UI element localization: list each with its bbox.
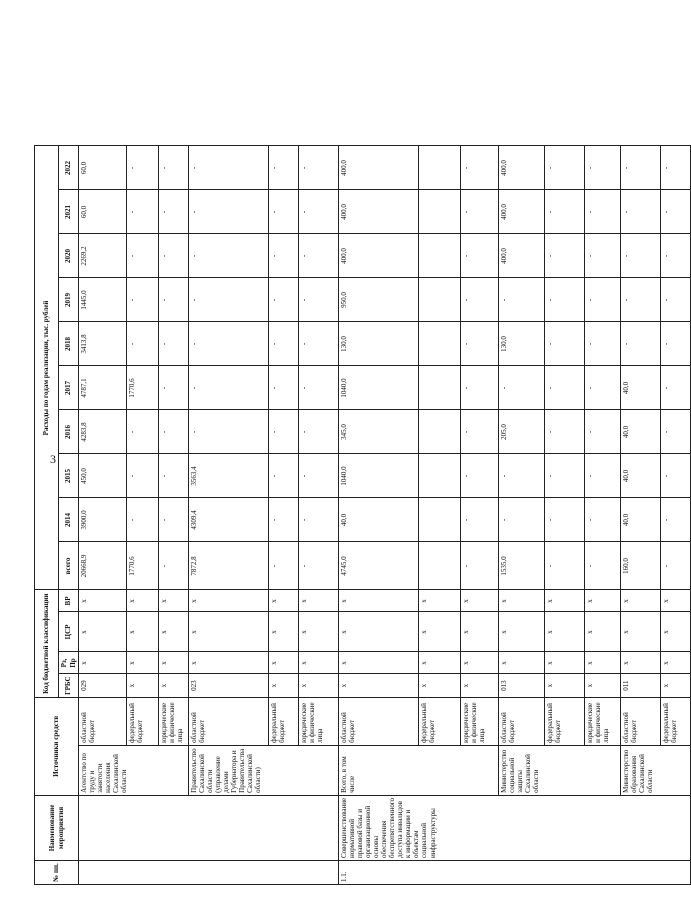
value-cell: - bbox=[461, 498, 499, 542]
vr-cell: x bbox=[661, 590, 691, 612]
vr-cell: x bbox=[499, 590, 545, 612]
value-cell: - bbox=[269, 410, 299, 454]
value-cell: 130,0 bbox=[499, 322, 545, 366]
vr-cell: x bbox=[189, 590, 269, 612]
vr-cell: x bbox=[419, 590, 461, 612]
value-cell: - bbox=[269, 366, 299, 410]
csr-cell: x bbox=[79, 612, 127, 652]
csr-cell: x bbox=[499, 612, 545, 652]
csr-cell: x bbox=[545, 612, 585, 652]
value-cell: - bbox=[299, 146, 339, 190]
value-cell: - bbox=[499, 278, 545, 322]
grbs-cell: x bbox=[585, 674, 621, 697]
value-cell: - bbox=[585, 190, 621, 234]
value-cell bbox=[419, 322, 461, 366]
year-header-6: 2019 bbox=[59, 278, 79, 322]
vr-cell: x bbox=[339, 590, 419, 612]
value-cell: - bbox=[269, 234, 299, 278]
value-cell: - bbox=[499, 454, 545, 498]
value-cell: 40,0 bbox=[621, 410, 661, 454]
grbs-cell: 013 bbox=[499, 674, 545, 697]
value-cell bbox=[419, 146, 461, 190]
value-cell: - bbox=[127, 278, 159, 322]
value-cell: - bbox=[585, 410, 621, 454]
value-cell: - bbox=[299, 234, 339, 278]
value-cell: - bbox=[159, 234, 189, 278]
rzpr-cell: x bbox=[585, 652, 621, 674]
value-cell: - bbox=[299, 498, 339, 542]
value-cell: - bbox=[159, 146, 189, 190]
value-cell: - bbox=[159, 498, 189, 542]
grbs-cell: x bbox=[545, 674, 585, 697]
value-cell: - bbox=[661, 278, 691, 322]
value-cell: - bbox=[127, 146, 159, 190]
source-cell: федеральный бюджет bbox=[419, 697, 461, 745]
value-cell: - bbox=[159, 190, 189, 234]
value-cell: 400,0 bbox=[339, 190, 419, 234]
executor-cell: Всего, в том числе bbox=[339, 745, 499, 795]
source-cell: федеральный бюджет bbox=[545, 697, 585, 745]
value-cell: - bbox=[461, 542, 499, 590]
grbs-cell: x bbox=[419, 674, 461, 697]
year-header-8: 2021 bbox=[59, 190, 79, 234]
source-cell: областной бюджет bbox=[79, 697, 127, 745]
grbs-cell: x bbox=[461, 674, 499, 697]
rzpr-cell: x bbox=[545, 652, 585, 674]
value-cell: - bbox=[159, 322, 189, 366]
col-no-header: № пп. bbox=[35, 861, 79, 885]
value-cell: - bbox=[127, 322, 159, 366]
value-cell: - bbox=[585, 498, 621, 542]
col-rzpr-header: Рз, Пр bbox=[59, 652, 79, 674]
value-cell: - bbox=[585, 454, 621, 498]
value-cell: 400,0 bbox=[499, 190, 545, 234]
value-cell: - bbox=[159, 278, 189, 322]
value-cell: 60,0 bbox=[79, 146, 127, 190]
value-cell: - bbox=[661, 322, 691, 366]
value-cell: - bbox=[545, 542, 585, 590]
value-cell: - bbox=[159, 366, 189, 410]
value-cell: 4283,8 bbox=[79, 410, 127, 454]
value-cell: 1770,6 bbox=[127, 366, 159, 410]
grbs-cell: 023 bbox=[189, 674, 269, 697]
value-cell: 60,0 bbox=[79, 190, 127, 234]
col-vr-header: ВР bbox=[59, 590, 79, 612]
value-cell: 40,0 bbox=[339, 498, 419, 542]
value-cell: - bbox=[499, 498, 545, 542]
grbs-cell: x bbox=[299, 674, 339, 697]
value-cell: 40,0 bbox=[621, 454, 661, 498]
value-cell: 3563,4 bbox=[189, 454, 269, 498]
rzpr-cell: x bbox=[79, 652, 127, 674]
csr-cell: x bbox=[419, 612, 461, 652]
csr-cell: x bbox=[585, 612, 621, 652]
value-cell: - bbox=[461, 366, 499, 410]
value-cell: 40,0 bbox=[621, 366, 661, 410]
value-cell: - bbox=[127, 190, 159, 234]
value-cell bbox=[419, 498, 461, 542]
year-header-2: 2015 bbox=[59, 454, 79, 498]
year-header-1: 2014 bbox=[59, 498, 79, 542]
source-cell: юридические и физические лица bbox=[159, 697, 189, 745]
grbs-cell: 029 bbox=[79, 674, 127, 697]
value-cell: - bbox=[545, 234, 585, 278]
value-cell: 20668,9 bbox=[79, 542, 127, 590]
value-cell: 1040,0 bbox=[339, 454, 419, 498]
value-cell: - bbox=[461, 278, 499, 322]
table-row bbox=[189, 146, 269, 885]
source-cell: федеральный бюджет bbox=[661, 697, 691, 745]
value-cell: - bbox=[661, 410, 691, 454]
vr-cell: x bbox=[461, 590, 499, 612]
year-header-5: 2018 bbox=[59, 322, 79, 366]
value-cell: 160,0 bbox=[621, 542, 661, 590]
rzpr-cell: x bbox=[339, 652, 419, 674]
value-cell: 4745,0 bbox=[339, 542, 419, 590]
executor-cell: Министерство образования Сахалинской области bbox=[621, 745, 691, 795]
csr-cell: x bbox=[339, 612, 419, 652]
vr-cell: x bbox=[79, 590, 127, 612]
page-number: 3 bbox=[50, 452, 56, 466]
value-cell: - bbox=[585, 234, 621, 278]
value-cell: - bbox=[189, 146, 269, 190]
value-cell: - bbox=[127, 234, 159, 278]
row-number-cell: 1.1. bbox=[339, 861, 691, 885]
value-cell: - bbox=[127, 498, 159, 542]
value-cell: - bbox=[299, 366, 339, 410]
measure-name-cell bbox=[79, 795, 339, 860]
csr-cell: x bbox=[661, 612, 691, 652]
measure-name-cell: Совершенствование нормативной правовой базы и организационной основы обеспечения беспрепятственного доступа инвалидов к информации и объектам социальной инфраструктуры bbox=[339, 795, 691, 860]
value-cell: - bbox=[127, 410, 159, 454]
csr-cell: x bbox=[159, 612, 189, 652]
rzpr-cell: x bbox=[189, 652, 269, 674]
year-header-3: 2016 bbox=[59, 410, 79, 454]
value-cell: 4309,4 bbox=[189, 498, 269, 542]
table-body bbox=[79, 146, 691, 885]
value-cell: - bbox=[269, 498, 299, 542]
table-row bbox=[339, 146, 419, 885]
vr-cell: x bbox=[159, 590, 189, 612]
table-row bbox=[79, 146, 127, 885]
value-cell: - bbox=[585, 366, 621, 410]
vr-cell: x bbox=[127, 590, 159, 612]
value-cell: 1770,6 bbox=[127, 542, 159, 590]
value-cell: - bbox=[299, 278, 339, 322]
value-cell: 3413,8 bbox=[79, 322, 127, 366]
value-cell: - bbox=[269, 454, 299, 498]
source-cell: областной бюджет bbox=[621, 697, 661, 745]
value-cell: - bbox=[545, 454, 585, 498]
value-cell: - bbox=[299, 322, 339, 366]
value-cell: 130,0 bbox=[339, 322, 419, 366]
vr-cell: x bbox=[621, 590, 661, 612]
value-cell: 205,0 bbox=[499, 410, 545, 454]
value-cell: - bbox=[461, 234, 499, 278]
source-cell: областной бюджет bbox=[339, 697, 419, 745]
value-cell: - bbox=[545, 498, 585, 542]
value-cell: - bbox=[159, 454, 189, 498]
value-cell: - bbox=[545, 146, 585, 190]
csr-cell: x bbox=[127, 612, 159, 652]
value-cell: - bbox=[661, 190, 691, 234]
value-cell: 2269,2 bbox=[79, 234, 127, 278]
value-cell: - bbox=[269, 146, 299, 190]
value-cell: - bbox=[621, 322, 661, 366]
source-cell: юридические и физические лица bbox=[299, 697, 339, 745]
grbs-cell: x bbox=[269, 674, 299, 697]
value-cell: - bbox=[299, 410, 339, 454]
value-cell: - bbox=[127, 454, 159, 498]
source-cell: федеральный бюджет bbox=[127, 697, 159, 745]
value-cell: - bbox=[621, 234, 661, 278]
value-cell: 400,0 bbox=[339, 234, 419, 278]
value-cell: 950,0 bbox=[339, 278, 419, 322]
year-header-0: всего bbox=[59, 542, 79, 590]
grbs-cell: x bbox=[127, 674, 159, 697]
value-cell: - bbox=[661, 234, 691, 278]
value-cell: 345,0 bbox=[339, 410, 419, 454]
vr-cell: x bbox=[299, 590, 339, 612]
source-cell: федеральный бюджет bbox=[269, 697, 299, 745]
row-number-cell bbox=[79, 861, 339, 885]
value-cell: - bbox=[269, 278, 299, 322]
executor-cell: Правительство Сахалинской области (управление делами Губернатора и Правительства Сахалинской области) bbox=[189, 745, 339, 795]
value-cell: 400,0 bbox=[339, 146, 419, 190]
rzpr-cell: x bbox=[419, 652, 461, 674]
table-row bbox=[499, 146, 545, 885]
value-cell: 1040,0 bbox=[339, 366, 419, 410]
value-cell: 7872,8 bbox=[189, 542, 269, 590]
value-cell: - bbox=[545, 190, 585, 234]
value-cell: 400,0 bbox=[499, 146, 545, 190]
value-cell: - bbox=[661, 366, 691, 410]
value-cell: 4787,1 bbox=[79, 366, 127, 410]
grbs-cell: x bbox=[159, 674, 189, 697]
csr-cell: x bbox=[299, 612, 339, 652]
grbs-cell: x bbox=[339, 674, 419, 697]
value-cell bbox=[419, 410, 461, 454]
value-cell: - bbox=[159, 410, 189, 454]
budget-table bbox=[34, 145, 691, 885]
value-cell: 1445,0 bbox=[79, 278, 127, 322]
value-cell: - bbox=[499, 366, 545, 410]
rzpr-cell: x bbox=[269, 652, 299, 674]
rzpr-cell: x bbox=[621, 652, 661, 674]
grbs-cell: 011 bbox=[621, 674, 661, 697]
rzpr-cell: x bbox=[127, 652, 159, 674]
value-cell: - bbox=[585, 542, 621, 590]
csr-cell: x bbox=[269, 612, 299, 652]
source-cell: юридические и физические лица bbox=[585, 697, 621, 745]
source-cell: юридические и физические лица bbox=[461, 697, 499, 745]
value-cell bbox=[419, 234, 461, 278]
year-header-9: 2022 bbox=[59, 146, 79, 190]
vr-cell: x bbox=[545, 590, 585, 612]
value-cell: 400,0 bbox=[499, 234, 545, 278]
grbs-cell: x bbox=[661, 674, 691, 697]
vr-cell: x bbox=[269, 590, 299, 612]
value-cell: - bbox=[585, 278, 621, 322]
col-csr-header: ЦСР bbox=[59, 612, 79, 652]
col-expenses-header: Расходы по годам реализации, тыс. рублей bbox=[35, 146, 59, 590]
value-cell: - bbox=[269, 322, 299, 366]
rzpr-cell: x bbox=[461, 652, 499, 674]
rzpr-cell: x bbox=[299, 652, 339, 674]
value-cell: - bbox=[661, 454, 691, 498]
value-cell: - bbox=[621, 190, 661, 234]
value-cell: - bbox=[621, 146, 661, 190]
value-cell: - bbox=[159, 542, 189, 590]
vr-cell: x bbox=[585, 590, 621, 612]
value-cell: - bbox=[461, 190, 499, 234]
value-cell: - bbox=[585, 146, 621, 190]
col-name-header: Наименование мероприятия bbox=[35, 795, 79, 860]
col-kbk-header: Код бюджетной классификации bbox=[35, 590, 59, 697]
value-cell: - bbox=[621, 278, 661, 322]
value-cell: - bbox=[189, 234, 269, 278]
value-cell bbox=[419, 542, 461, 590]
value-cell: 450,0 bbox=[79, 454, 127, 498]
source-cell: областной бюджет bbox=[499, 697, 545, 745]
source-cell: областной бюджет bbox=[189, 697, 269, 745]
value-cell: - bbox=[189, 278, 269, 322]
value-cell: - bbox=[269, 542, 299, 590]
value-cell: - bbox=[269, 190, 299, 234]
value-cell bbox=[419, 454, 461, 498]
value-cell: - bbox=[189, 366, 269, 410]
table-row bbox=[621, 146, 661, 885]
value-cell: - bbox=[461, 410, 499, 454]
csr-cell: x bbox=[189, 612, 269, 652]
value-cell: - bbox=[189, 190, 269, 234]
value-cell: - bbox=[461, 322, 499, 366]
value-cell: - bbox=[545, 278, 585, 322]
value-cell: - bbox=[461, 146, 499, 190]
value-cell bbox=[419, 278, 461, 322]
executor-cell: Агентство по труду и занятости населения Сахалинской области bbox=[79, 745, 189, 795]
value-cell: - bbox=[661, 146, 691, 190]
value-cell: - bbox=[299, 454, 339, 498]
value-cell: - bbox=[189, 322, 269, 366]
value-cell: - bbox=[545, 410, 585, 454]
value-cell: - bbox=[189, 410, 269, 454]
value-cell: - bbox=[661, 542, 691, 590]
executor-cell: Министерство социальной защиты Сахалинской области bbox=[499, 745, 621, 795]
rzpr-cell: x bbox=[661, 652, 691, 674]
rzpr-cell: x bbox=[159, 652, 189, 674]
value-cell: - bbox=[461, 454, 499, 498]
value-cell: - bbox=[299, 542, 339, 590]
value-cell: - bbox=[299, 190, 339, 234]
csr-cell: x bbox=[621, 612, 661, 652]
year-header-4: 2017 bbox=[59, 366, 79, 410]
year-header-7: 2020 bbox=[59, 234, 79, 278]
value-cell: 40,0 bbox=[621, 498, 661, 542]
col-sources-header: Источники средств bbox=[35, 697, 79, 795]
csr-cell: x bbox=[461, 612, 499, 652]
value-cell: 3900,0 bbox=[79, 498, 127, 542]
col-grbs-header: ГРБС bbox=[59, 674, 79, 697]
value-cell: - bbox=[585, 322, 621, 366]
value-cell: - bbox=[661, 498, 691, 542]
value-cell bbox=[419, 366, 461, 410]
value-cell: 1535,0 bbox=[499, 542, 545, 590]
value-cell: - bbox=[545, 322, 585, 366]
value-cell bbox=[419, 190, 461, 234]
rzpr-cell: x bbox=[499, 652, 545, 674]
value-cell: - bbox=[545, 366, 585, 410]
